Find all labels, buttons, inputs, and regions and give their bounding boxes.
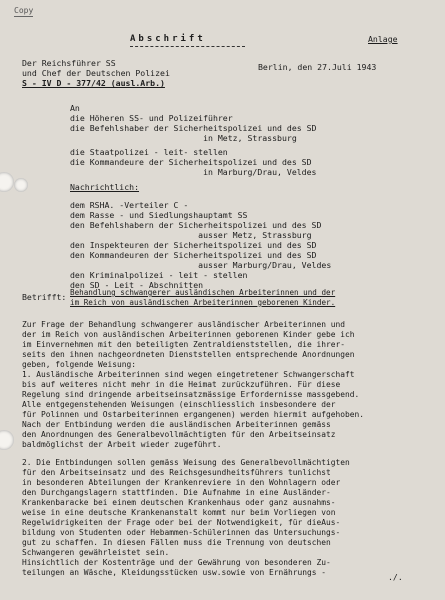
body-line: seits den ihnen nachgeordneten Dienststellen entsprechende Anordnungen xyxy=(22,350,355,359)
cc-list xyxy=(70,200,445,290)
recipient-line: in Metz, Strassburg xyxy=(70,133,297,143)
body-line: Alle entgegenstehenden Weisungen (einschliesslich insbesondere der xyxy=(22,400,336,409)
body-line: in besonderen Abteilungen der Krankenreviere in den Wohnlagern oder xyxy=(22,478,341,487)
body-line: baldmöglichst der Arbeit wieder zugeführt. xyxy=(22,440,222,449)
recipients-list xyxy=(70,113,445,177)
body-line: im Einvernehmen mit den beteiligten Zentraldienststellen, die ihrer- xyxy=(22,340,346,349)
body-line: Hinsichtlich der Kostenträge und der Gewährung von besonderen Zu- xyxy=(22,558,331,567)
body-line: den Durchgangslagern stattfinden. Die Aufnahme in eine Ausländer- xyxy=(22,488,331,497)
recipients-label: An xyxy=(70,103,80,113)
page-end-mark: ./. xyxy=(388,572,403,582)
cc-line: den Befehlshabern der Sicherheitspolizei und des SD xyxy=(70,220,322,230)
recipient-line: die Kommandeure der Sicherheitspolizei und des SD xyxy=(70,157,312,167)
cc-line: ausser Marburg/Drau, Veldes xyxy=(70,260,332,270)
cc-line: den SD - Leit - Abschnitten xyxy=(70,280,204,290)
file-reference: S - IV D - 377/42 (ausl.Arb.) xyxy=(22,78,165,88)
body-line: für den Arbeitseinsatz und des Reichsgesundheitsführers tunlichst xyxy=(22,468,331,477)
cc-line: dem Rasse - und Siedlungshauptamt SS xyxy=(70,210,248,220)
title-underline xyxy=(130,46,245,47)
annex-label: Anlage xyxy=(368,34,398,44)
cc-line: den Kommandeuren der Sicherheitspolizei und des SD xyxy=(70,250,317,260)
body-line: 2. Die Entbindungen sollen gemäss Weisung des Generalbevollmächtigten xyxy=(22,458,350,467)
punch-hole xyxy=(0,172,14,192)
recipient-line: die Höheren SS- und Polizeiführer xyxy=(70,113,233,123)
document-title: Abschrift xyxy=(130,34,206,44)
body-line: Schwangeren gewährleistet sein. xyxy=(22,548,170,557)
sender-line-2: und Chef der Deutschen Polizei xyxy=(22,68,170,78)
body-line xyxy=(22,450,432,458)
copy-stamp: Copy xyxy=(14,6,34,15)
cc-line: den Inspekteuren der Sicherheitspolizei und des SD xyxy=(70,240,317,250)
body-line: für Polinnen und Ostarbeiterinnen ergangenen) werden hiermit aufgehoben. xyxy=(22,410,365,419)
body-line: 1. Ausländische Arbeiterinnen sind wegen eingetretener Schwangerschaft xyxy=(22,370,355,379)
body-line: Nach der Entbindung werden die ausländischen Arbeiterinnen gemäss xyxy=(22,420,331,429)
punch-hole xyxy=(0,430,14,450)
subject-line-2: im Reich von ausländischen Arbeiterinnen geborenen Kinder. xyxy=(70,298,336,307)
cc-line: den Kriminalpolizei - leit - stellen xyxy=(70,270,248,280)
body-line: bis auf weiteres nicht mehr in die Heimat zurückzuführen. Für diese xyxy=(22,380,341,389)
body-line: Zur Frage der Behandlung schwangerer ausländischer Arbeiterinnen und xyxy=(22,320,346,329)
body-line: den Anordnungen des Generalbevollmächtigten für den Arbeitseinsatz xyxy=(22,430,336,439)
body-line: Regelwidrigkeiten der Frage oder bei der Notwendigkeit, für dieAus- xyxy=(22,518,341,527)
place-date: Berlin, den 27.Juli 1943 xyxy=(258,62,377,72)
subject-label: Betrifft: xyxy=(22,292,67,302)
body-line: gut zu schaffen. In diesen Fällen muss die Trennung von deutschen xyxy=(22,538,331,547)
body-line: geben, folgende Weisung: xyxy=(22,360,137,369)
cc-line: ausser Metz, Strassburg xyxy=(70,230,312,240)
body-line: bildung von Studenten oder Hebammen-Schülerinnen das Untersuchungs- xyxy=(22,528,341,537)
subject-line-1: Behandlung schwangerer ausländischen Arbeiterinnen und der xyxy=(70,288,336,297)
body-line: Krankenbaracke bei einem deutschen Krankenhaus oder ganz ausnahms- xyxy=(22,498,336,507)
cc-line: dem RSHA. -Verteiler C - xyxy=(70,200,189,210)
sender-line-1: Der Reichsführer SS xyxy=(22,58,116,68)
body-text xyxy=(22,320,432,578)
body-line: teilungen an Wäsche, Kleidungsstücken usw.sowie von Ernährungs - xyxy=(22,568,327,577)
body-line: weise in eine deutsche Krankenanstalt kommt nur beim Vorliegen von xyxy=(22,508,336,517)
body-line: Regelung sind dringende arbeitseinsatzmässige Erfordernisse massgebend. xyxy=(22,390,360,399)
recipient-line: die Befehlshaber der Sicherheitspolizei und des SD xyxy=(70,123,317,133)
cc-label: Nachrichtlich: xyxy=(70,182,140,192)
punch-hole xyxy=(14,178,28,192)
recipient-line: in Marburg/Drau, Veldes xyxy=(70,167,317,177)
body-line: der im Reich von ausländischen Arbeiterinnen geborenen Kinder gebe ich xyxy=(22,330,355,339)
recipient-line: die Staatpolizei - leit- stellen xyxy=(70,147,228,157)
